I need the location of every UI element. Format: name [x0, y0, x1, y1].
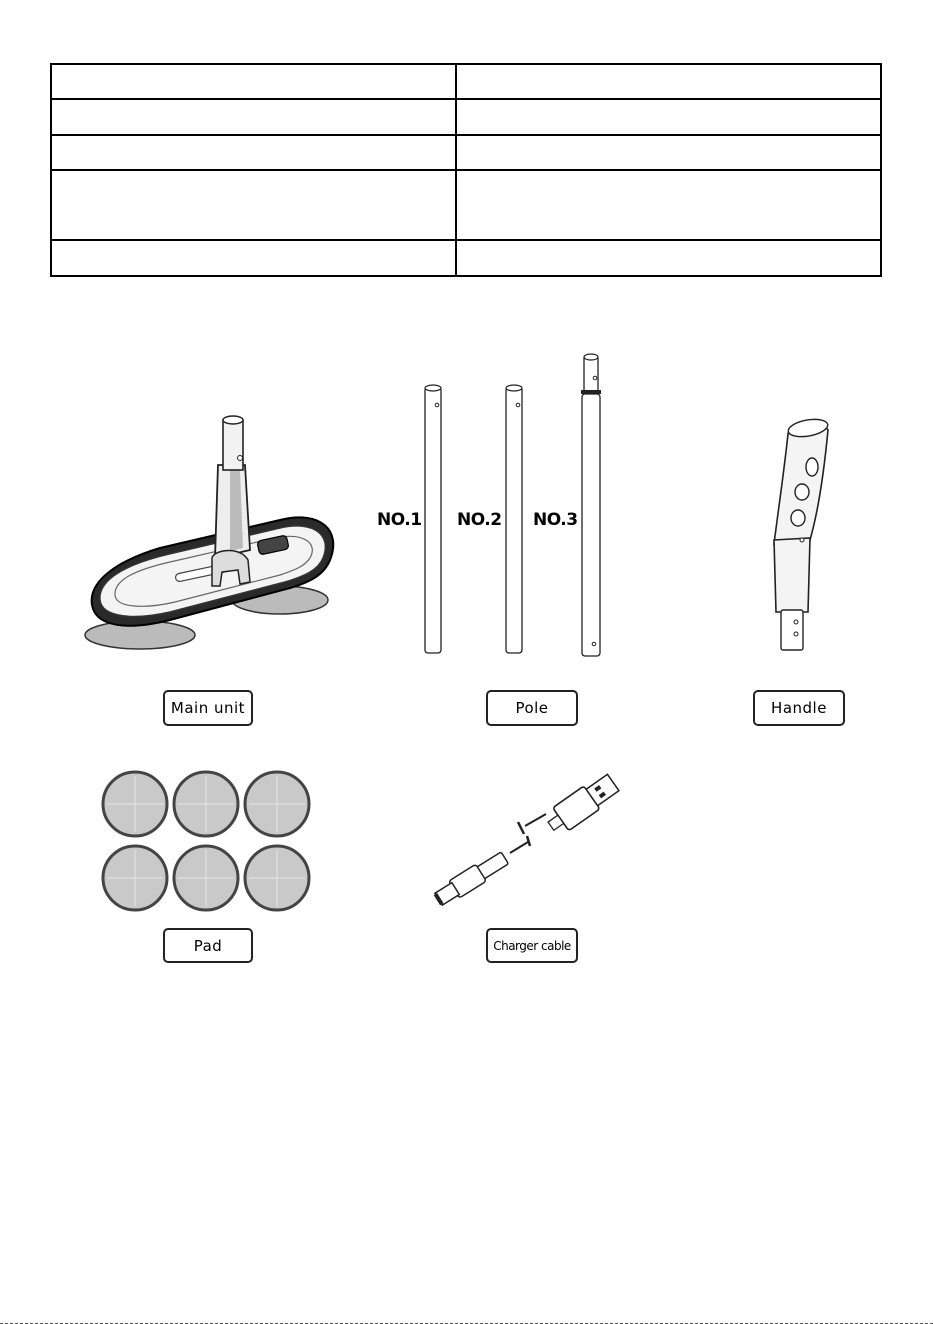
poles-illustration — [415, 350, 615, 662]
spec-cell — [51, 64, 456, 99]
spec-cell — [51, 240, 456, 276]
main-unit-label: Main unit — [163, 690, 253, 726]
charger-cable-label: Charger cable — [486, 928, 578, 963]
pad-icon — [174, 846, 238, 910]
spec-row — [51, 64, 881, 99]
spec-table — [50, 63, 882, 277]
spec-cell — [51, 170, 456, 240]
pole-label: Pole — [486, 690, 578, 726]
charger-cable-illustration — [430, 760, 630, 915]
handle-illustration — [760, 412, 840, 657]
spec-cell — [456, 240, 881, 276]
handle-label: Handle — [753, 690, 845, 726]
spec-cell — [51, 99, 456, 135]
spec-cell — [456, 64, 881, 99]
pad-icon — [245, 772, 309, 836]
pole-number-1: NO.1 — [377, 510, 422, 530]
main-unit-illustration — [80, 410, 340, 670]
pad-icon — [245, 846, 309, 910]
spec-cell — [51, 135, 456, 170]
pole-number-3: NO.3 — [533, 510, 578, 530]
spec-cell — [456, 135, 881, 170]
spec-row — [51, 170, 881, 240]
pad-icon — [103, 772, 167, 836]
pads-illustration — [100, 768, 312, 914]
spec-cell — [456, 99, 881, 135]
spec-cell — [456, 170, 881, 240]
pad-label: Pad — [163, 928, 253, 963]
pad-icon — [174, 772, 238, 836]
spec-row — [51, 99, 881, 135]
spec-row — [51, 135, 881, 170]
pole-number-2: NO.2 — [457, 510, 502, 530]
pad-icon — [103, 846, 167, 910]
spec-row — [51, 240, 881, 276]
